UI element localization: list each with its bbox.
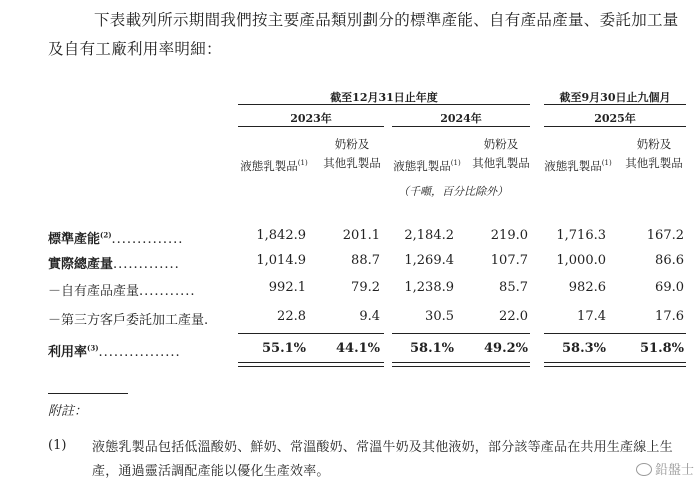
row-label-utilization: 利用率$^{(3)}$................ — [48, 343, 181, 360]
table-cell: 58.1% — [409, 341, 454, 356]
double-rule-2024 — [392, 362, 530, 367]
double-rule-2023 — [238, 362, 384, 367]
year-header-2024: 2024年 — [440, 112, 482, 125]
note-1-number: (1) — [48, 438, 67, 453]
period-header-year-end-rule — [238, 104, 530, 105]
col-header-liquid-2025: 液態乳製品$^{(1)}$ — [544, 158, 612, 173]
watermark: 鉛盤士 — [636, 459, 694, 478]
row-label-standard-capacity: 標準產能$^{(2)}$.............. — [48, 230, 184, 247]
intro-paragraph: 下表載列所示期間我們按主要產品類別劃分的標準產能、自有產品產量、委託加工量及自有工廠利用率明細： — [48, 11, 679, 58]
table-cell: 69.0 — [655, 280, 684, 295]
table-cell: 86.6 — [655, 253, 684, 268]
table-cell: 2,184.2 — [404, 228, 454, 243]
col-header-liquid-2024: 液態乳製品$^{(1)}$ — [393, 158, 461, 173]
notes-separator — [48, 393, 128, 394]
table-cell: 79.2 — [351, 280, 380, 295]
col-header-liquid-2023: 液態乳製品$^{(1)}$ — [240, 158, 308, 173]
year-header-2023: 2023年 — [290, 112, 332, 125]
row-label-actual-output: 實際總產量............. — [48, 257, 180, 272]
table-cell: 17.6 — [655, 309, 684, 324]
table-cell: 55.1% — [261, 341, 306, 356]
table-cell: 219.0 — [490, 228, 528, 243]
table-cell: 22.8 — [277, 309, 306, 324]
table-cell: 17.4 — [577, 309, 606, 324]
table-cell: 85.7 — [499, 280, 528, 295]
table-cell: 9.4 — [359, 309, 380, 324]
rule-above-utilization-2024 — [392, 333, 530, 334]
unit-note: （千噸，百分比除外） — [398, 185, 508, 198]
table-cell: 51.8% — [639, 341, 684, 356]
period-header-nine-months-rule — [544, 104, 686, 105]
col-header-powder-2024: 奶粉及 其他乳製品 — [472, 137, 530, 170]
table-cell: 1,238.9 — [404, 280, 454, 295]
year-header-2023-rule — [238, 126, 384, 127]
table-cell: 49.2% — [483, 341, 528, 356]
table-cell: 982.6 — [568, 280, 606, 295]
table-cell: 167.2 — [646, 228, 684, 243]
table-cell: 44.1% — [335, 341, 380, 356]
table-cell: 1,842.9 — [256, 228, 306, 243]
row-label-third-party-output: －第三方客戶委託加工產量. — [48, 313, 210, 328]
table-cell: 107.7 — [490, 253, 528, 268]
rule-above-utilization-2025 — [544, 333, 686, 334]
period-header-year-end: 截至12月31日止年度 — [330, 91, 438, 104]
table-cell: 1,000.0 — [556, 253, 606, 268]
table-cell: 30.5 — [425, 309, 454, 324]
col-header-powder-2025: 奶粉及 其他乳製品 — [625, 137, 683, 170]
col-header-powder-2023: 奶粉及 其他乳製品 — [323, 137, 381, 170]
table-cell: 22.0 — [499, 309, 528, 324]
weibo-icon — [636, 463, 652, 476]
table-cell: 58.3% — [561, 341, 606, 356]
notes-label: 附註： — [48, 404, 88, 419]
row-label-own-product-output: －自有產品產量........... — [48, 284, 196, 299]
year-header-2025: 2025年 — [594, 112, 636, 125]
table-cell: 88.7 — [351, 253, 380, 268]
double-rule-2025 — [544, 362, 686, 367]
table-cell: 1,269.4 — [404, 253, 454, 268]
year-header-2025-rule — [544, 126, 686, 127]
period-header-nine-months: 截至9月30日止九個月 — [559, 91, 671, 104]
table-cell: 1,014.9 — [256, 253, 306, 268]
table-cell: 1,716.3 — [556, 228, 606, 243]
table-cell: 992.1 — [268, 280, 306, 295]
year-header-2024-rule — [392, 126, 530, 127]
note-1-text: 液態乳製品包括低溫酸奶、鮮奶、常溫酸奶、常溫牛奶及其他液奶，部分該等產品在共用生產線上生產，通過靈活調配產能以優化生產效率。 — [92, 440, 673, 479]
rule-above-utilization-2023 — [238, 333, 384, 334]
table-cell: 201.1 — [342, 228, 380, 243]
